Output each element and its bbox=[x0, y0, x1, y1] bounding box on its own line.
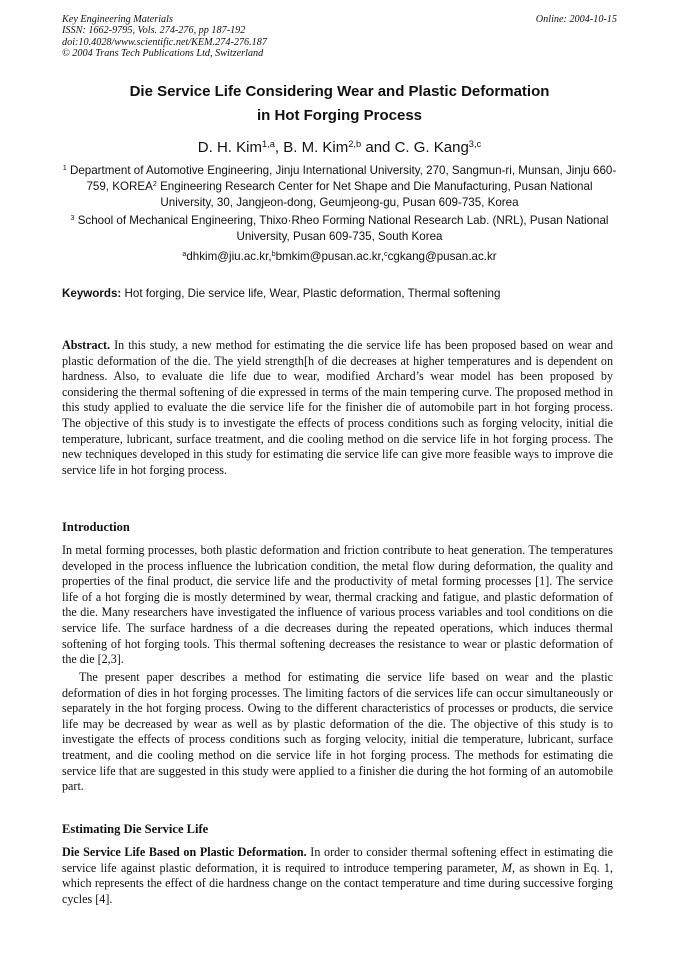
keywords-label: Keywords: bbox=[62, 287, 122, 300]
email-b-marker: b bbox=[271, 249, 276, 259]
keywords-text: Hot forging, Die service life, Wear, Plastic deformation, Thermal softening bbox=[121, 287, 501, 300]
author-3-name: C. G. Kang bbox=[394, 139, 469, 156]
affiliations-1-2 bbox=[62, 163, 617, 211]
title-line-2: in Hot Forging Process bbox=[256, 107, 422, 124]
author-2-marker: 2,b bbox=[348, 138, 362, 149]
affiliation-3-text: School of Mechanical Engineering, Thixo·Rheo Forming National Research Lab. (NRL), Pusan National University, Pusan 609-735, South Korea bbox=[77, 214, 609, 243]
keywords bbox=[62, 286, 617, 302]
email-c-marker: c bbox=[383, 249, 388, 259]
author-1-name: D. H. Kim bbox=[197, 139, 262, 156]
author-emails bbox=[62, 249, 617, 265]
author-separator-2: and bbox=[361, 139, 395, 156]
paper-title bbox=[62, 80, 617, 128]
estimating-paragraph bbox=[62, 845, 613, 907]
title-line-1: Die Service Life Considering Wear and Plastic Deformation bbox=[129, 83, 550, 100]
issn-line: ISSN: 1662-9795, Vols. 274-276, pp 187-192 bbox=[62, 25, 246, 37]
introduction-paragraph-1: In metal forming processes, both plastic deformation and friction contribute to heat generation. The temperatures developed in the process influence the lubrication condition, the metal flow during deformation, the quality and properties of the final product, die service life and the productivity of metal forming processes [1]. The service life of a hot forging die is mostly determined by wear, thermal cracking and fatigue, and plastic deformation of the die. Many researchers have investigated the influence of various process variables and tool conditions on die service life. The surface hardness of a die decreases during the repeated operations, which induces thermal softening of hot forging tools. This thermal softening decreases the resistance to wear or plastic deformation of the die [2,3]. bbox=[62, 543, 613, 667]
author-list bbox=[62, 138, 617, 158]
abstract-label: Abstract. bbox=[62, 338, 111, 352]
subsection-label: Die Service Life Based on Plastic Deformation. bbox=[62, 845, 307, 859]
journal-name: Key Engineering Materials bbox=[62, 14, 173, 25]
author-1-marker: 1,a bbox=[261, 138, 275, 149]
email-a: dhkim@jiu.ac.kr, bbox=[186, 250, 272, 263]
email-c: cgkang@pusan.ac.kr bbox=[387, 250, 497, 263]
email-a-marker: a bbox=[182, 249, 187, 259]
copyright-line: © 2004 Trans Tech Publications Ltd, Switzerland bbox=[62, 48, 264, 60]
estimating-heading: Estimating Die Service Life bbox=[62, 822, 209, 836]
variable-m: M bbox=[501, 860, 512, 875]
introduction-heading: Introduction bbox=[62, 520, 130, 534]
affiliation-2-marker: 2 bbox=[152, 179, 157, 189]
estimating-text-before: In order to consider thermal softening effect in estimating die service life against plastic deformation, it is required to introduce tempering parameter, bbox=[62, 845, 613, 875]
affiliation-3 bbox=[62, 213, 617, 245]
affiliation-2-text: Engineering Research Center for Net Shape and Die Manufacturing, Pusan National University, 30, Jangjeon-dong, Geumjeong-gu, Pusan 609-735, Korea bbox=[160, 180, 593, 209]
affiliation-1-text: Department of Automotive Engineering, Jinju International University, 270, Sangmun-ri, Munsan, Jinju 660-759, KOREA bbox=[69, 164, 617, 193]
affiliation-1-marker: 1 bbox=[62, 163, 67, 173]
doi-line: doi:10.4028/www.scientific.net/KEM.274-276.187 bbox=[62, 36, 267, 48]
online-date: Online: 2004-10-15 bbox=[535, 14, 617, 25]
author-2-name: B. M. Kim bbox=[283, 139, 349, 156]
email-b: bmkim@pusan.ac.kr, bbox=[275, 250, 384, 263]
affiliation-3-marker: 3 bbox=[70, 213, 75, 223]
estimating-text-after: , as shown in Eq. 1, which represents the effect of die hardness change on the contact temperature and time during successive forging cycles [4]. bbox=[62, 860, 613, 906]
introduction-paragraph-2: The present paper describes a method for estimating die service life based on wear and the plastic deformation of dies in hot forging processes. The limiting factors of die services life can occur simultaneously or separately in the hot forging process. Owing to the different characteristics of processes or products, die service life may be decreased by wear as well as by plastic deformation of the die. The objective of this study is to investigate the effects of process conditions such as forging velocity, initial die temperature, lubricant, surface treatment, and die cooling method on die service life in hot forging process. The methods for estimating die service life that are suggested in this study were applied to a finisher die during the hot forming of an automobile part. bbox=[62, 670, 613, 794]
journal-header bbox=[62, 14, 617, 60]
abstract-paragraph bbox=[62, 338, 613, 478]
author-separator-1: , bbox=[274, 139, 284, 156]
abstract-text: In this study, a new method for estimating the die service life has been proposed based on wear and plastic deformation of the die. The yield strength[h of die decreases at higher temperatures and is dependent on hardness. Also, to evaluate die life due to wear, modified Archard’s wear model has been proposed by considering the thermal softening of die expressed in terms of the main tempering curve. The proposed method in this study applied to evaluate the die service life for the finisher die of automobile part in hot forging process. The objective of this study is to investigate the effects of process conditions such as forging velocity, initial die temperature, lubricant, surface treatment, and die cooling method on die service life in hot forging process. The new techniques developed in this study for estimating die service life can give more feasible ways to improve die service life in hot forging process. bbox=[62, 338, 613, 477]
author-3-marker: 3,c bbox=[468, 138, 482, 149]
